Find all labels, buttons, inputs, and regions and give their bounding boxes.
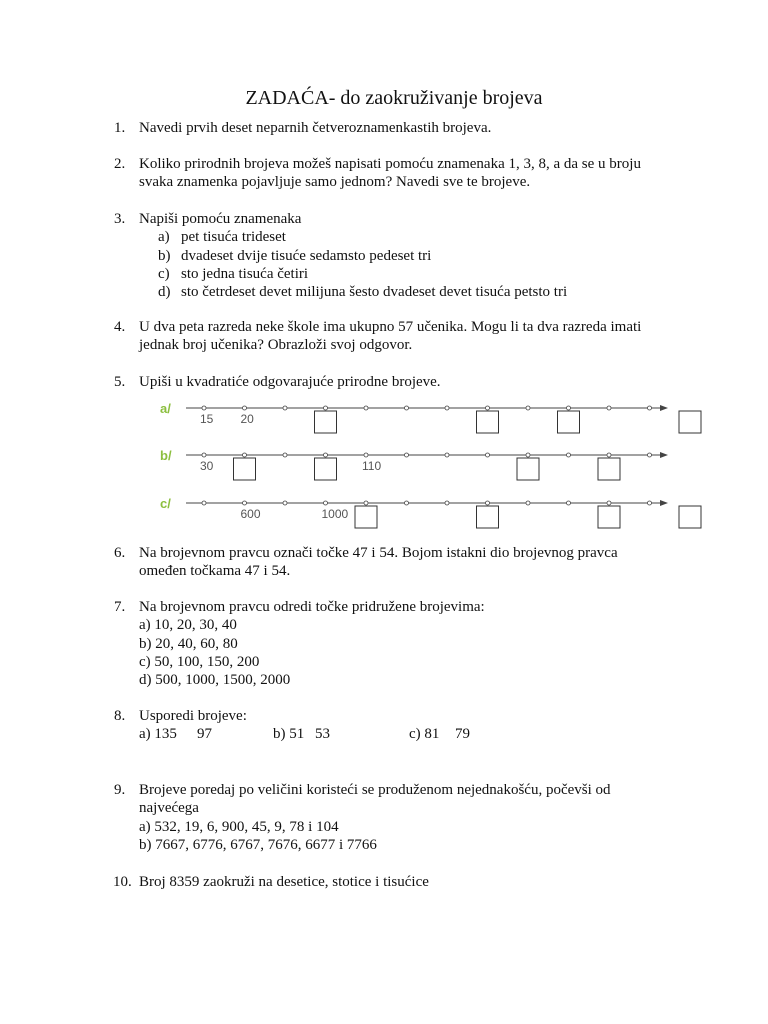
compare-b-second: 53: [315, 726, 330, 743]
number-line-tick: [607, 501, 611, 505]
compare-a-second: 97: [197, 726, 212, 743]
task-text: najvećega: [139, 800, 199, 817]
number-line-arrow: [660, 500, 668, 506]
task-text: svaka znamenka pojavljuje samo jednom? Navedi sve te brojeve.: [139, 174, 531, 191]
task-number: 6.: [114, 545, 126, 561]
task-text: Brojeve poredaj po veličini koristeći se produženom nejednakošću, počevši od: [139, 782, 611, 798]
answer-box: [598, 506, 620, 528]
number-line-tick: [405, 453, 409, 457]
number-line-tick: [364, 453, 368, 457]
number-line-tick: [324, 406, 328, 410]
answer-box: [558, 411, 580, 433]
number-line-tick: [567, 406, 571, 410]
answer-box: [234, 458, 256, 480]
answer-box: [517, 458, 539, 480]
task-text: omeđen točkama 47 i 54.: [139, 563, 291, 580]
task-option: d) 500, 1000, 1500, 2000: [139, 672, 291, 689]
compare-c-second: 79: [455, 726, 470, 743]
task-text: Koliko prirodnih brojeva možeš napisati pomoću znamenaka 1, 3, 8, a da se u broju: [139, 156, 641, 172]
answer-box: [598, 458, 620, 480]
task-number: 10.: [113, 874, 132, 890]
task-number: 2.: [114, 156, 126, 172]
subtask-text: sto jedna tisuća četiri: [181, 265, 309, 282]
task-option: a) 10, 20, 30, 40: [139, 617, 237, 634]
number-line-tick: [405, 406, 409, 410]
subtask-label: c): [158, 265, 170, 282]
number-line-label: 20: [240, 412, 254, 426]
task-number: 9.: [114, 782, 126, 798]
number-line-tick: [324, 453, 328, 457]
number-line-tick: [607, 406, 611, 410]
task-option: b) 20, 40, 60, 80: [139, 635, 238, 652]
number-line-letter: c/: [160, 496, 171, 511]
page-title: ZADAĆA- do zaokruživanje brojeva: [245, 87, 543, 109]
number-line-tick: [445, 501, 449, 505]
answer-box: [315, 458, 337, 480]
number-line-arrow: [660, 405, 668, 411]
number-line-tick: [364, 406, 368, 410]
answer-box: [315, 411, 337, 433]
task-text: Upiši u kvadratiće odgovarajuće prirodne brojeve.: [139, 374, 441, 390]
subtask-label: a): [158, 229, 170, 246]
number-line-letter: a/: [160, 401, 171, 416]
answer-box: [679, 411, 701, 433]
number-line-tick: [567, 501, 571, 505]
number-line-letter: b/: [160, 448, 172, 463]
number-line-label: 15: [200, 412, 214, 426]
number-line-tick: [243, 453, 247, 457]
number-line-tick: [283, 501, 287, 505]
task-text: Navedi prvih deset neparnih četveroznamenkastih brojeva.: [139, 120, 492, 136]
number-line-tick: [324, 501, 328, 505]
number-line-tick: [648, 453, 652, 457]
task-text: jednak broj učenika? Obrazloži svoj odgovor.: [139, 337, 413, 354]
subtask-label: d): [158, 284, 171, 301]
task-option: c) 50, 100, 150, 200: [139, 653, 260, 670]
compare-b-first: b) 51: [273, 726, 305, 743]
task-number: 8.: [114, 708, 126, 724]
task-number: 5.: [114, 374, 126, 390]
number-line-tick: [445, 453, 449, 457]
number-line-label: 110: [362, 459, 382, 473]
number-line-tick: [648, 501, 652, 505]
task-number: 7.: [114, 599, 126, 615]
answer-box: [355, 506, 377, 528]
task-text: U dva peta razreda neke škole ima ukupno 57 učenika. Mogu li ta dva razreda imati: [139, 319, 642, 335]
number-line-arrow: [660, 452, 668, 458]
number-line-tick: [243, 406, 247, 410]
number-line-tick: [526, 501, 530, 505]
task-text: Broj 8359 zaokruži na desetice, stotice i tisućice: [139, 874, 429, 890]
number-line-tick: [526, 453, 530, 457]
task-option: b) 7667, 6776, 6767, 7676, 6677 i 7766: [139, 836, 377, 853]
task-text: Napiši pomoću znamenaka: [139, 211, 302, 227]
number-line-tick: [445, 406, 449, 410]
number-line-tick: [486, 501, 490, 505]
task-text: Usporedi brojeve:: [139, 708, 247, 724]
task-number: 3.: [114, 211, 126, 227]
number-line-label: 600: [240, 507, 261, 521]
task-number: 1.: [114, 120, 126, 136]
number-line-tick: [283, 406, 287, 410]
subtask-text: sto četrdeset devet milijuna šesto dvadeset devet tisuća petsto tri: [181, 284, 568, 301]
number-line-tick: [202, 406, 206, 410]
number-line-tick: [486, 406, 490, 410]
answer-box: [679, 506, 701, 528]
subtask-label: b): [158, 247, 171, 264]
answer-box: [477, 411, 499, 433]
number-line-tick: [607, 453, 611, 457]
subtask-text: dvadeset dvije tisuće sedamsto pedeset tri: [181, 247, 432, 264]
number-line-tick: [648, 406, 652, 410]
task-number: 4.: [114, 319, 126, 335]
number-line-tick: [202, 453, 206, 457]
answer-box: [477, 506, 499, 528]
number-line-tick: [567, 453, 571, 457]
subtask-text: pet tisuća trideset: [181, 229, 286, 246]
number-line-tick: [364, 501, 368, 505]
number-line-tick: [526, 406, 530, 410]
task-text: Na brojevnom pravcu označi točke 47 i 54. Bojom istakni dio brojevnog pravca: [139, 545, 618, 561]
number-line-label: 1000: [321, 507, 349, 521]
number-line-label: 30: [200, 459, 214, 473]
number-line-tick: [486, 453, 490, 457]
compare-a-first: a) 135: [139, 726, 177, 743]
number-line-tick: [202, 501, 206, 505]
compare-row: [139, 725, 669, 743]
task-option: a) 532, 19, 6, 900, 45, 9, 78 i 104: [139, 818, 339, 835]
number-line-tick: [243, 501, 247, 505]
compare-c-first: c) 81: [409, 726, 440, 743]
number-line-tick: [283, 453, 287, 457]
number-line-tick: [405, 501, 409, 505]
task-text: Na brojevnom pravcu odredi točke pridružene brojevima:: [139, 599, 485, 615]
